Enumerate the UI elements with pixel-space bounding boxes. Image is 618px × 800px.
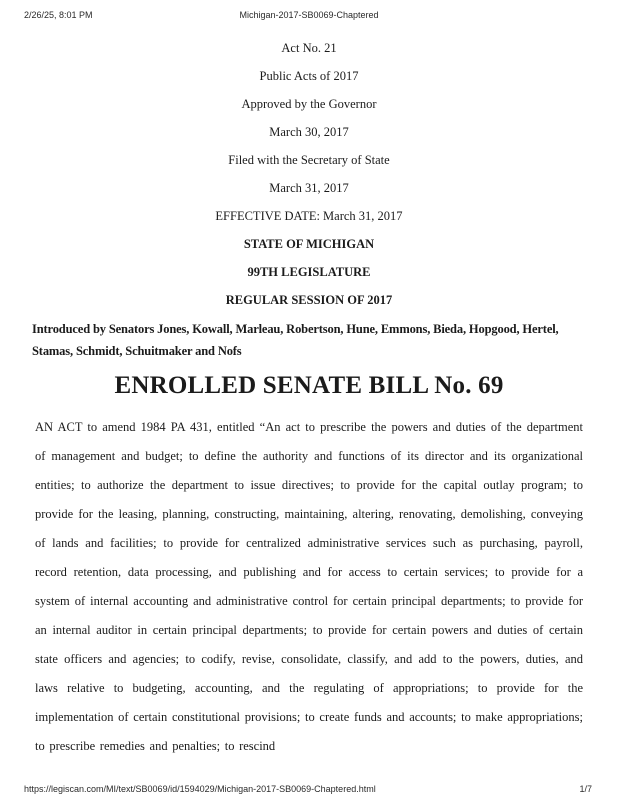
filed-line: Filed with the Secretary of State xyxy=(228,153,390,167)
state-of-michigan-line: STATE OF MICHIGAN xyxy=(243,237,375,251)
filed-date-line: March 31, 2017 xyxy=(269,181,349,195)
bill-title: ENROLLED SENATE BILL No. 69 xyxy=(114,372,504,399)
approved-line: Approved by the Governor xyxy=(241,97,377,111)
print-footer-url: https://legiscan.com/MI/text/SB0069/id/1594029/Michigan-2017-SB0069-Chaptered.html xyxy=(24,784,376,794)
approved-date-line: March 30, 2017 xyxy=(269,125,349,139)
public-acts-line: Public Acts of 2017 xyxy=(259,69,359,83)
legislature-line: 99TH LEGISLATURE xyxy=(247,265,371,279)
session-line: REGULAR SESSION OF 2017 xyxy=(225,293,393,307)
effective-date-line: EFFECTIVE DATE: March 31, 2017 xyxy=(215,209,403,223)
print-header-datetime: 2/26/25, 8:01 PM xyxy=(24,10,93,20)
print-header-doc-name: Michigan-2017-SB0069-Chaptered xyxy=(239,10,379,20)
introduced-by-paragraph: Introduced by Senators Jones, Kowall, Marleau, Robertson, Hune, Emmons, Bieda, Hopgood, Hertel, Stamas, Schmidt, Schuitmaker and Nofs xyxy=(32,322,559,358)
print-footer-page-indicator: 1/7 xyxy=(579,784,592,794)
front-matter xyxy=(0,34,618,314)
act-number-line: Act No. 21 xyxy=(281,41,337,55)
act-body-paragraph: AN ACT to amend 1984 PA 431, entitled “An act to prescribe the powers and duties of the department of management and budget; to define the authority and functions of its director and its organizational entities; to authorize the department to issue directives; to provide for the capital outlay program; to provide for the leasing, planning, constructing, maintaining, altering, renovating, demolishing, conveying of lands and facilities; to provide for centralized administrative services such as purchasing, payroll, record retention, data processing, and publishing and for access to certain services; to provide for a system of internal accounting and administrative control for certain principal departments; to provide for an internal auditor in certain principal departments; to provide for certain powers and duties of certain state officers and agencies; to codify, revise, consolidate, classify, and add to the powers, duties, and laws relative to budgeting, accounting, and the regulating of appropriations; to provide for the implementation of certain constitutional provisions; to create funds and accounts; to make appropriations; to prescribe remedies and penalties; to rescind xyxy=(35,420,583,753)
